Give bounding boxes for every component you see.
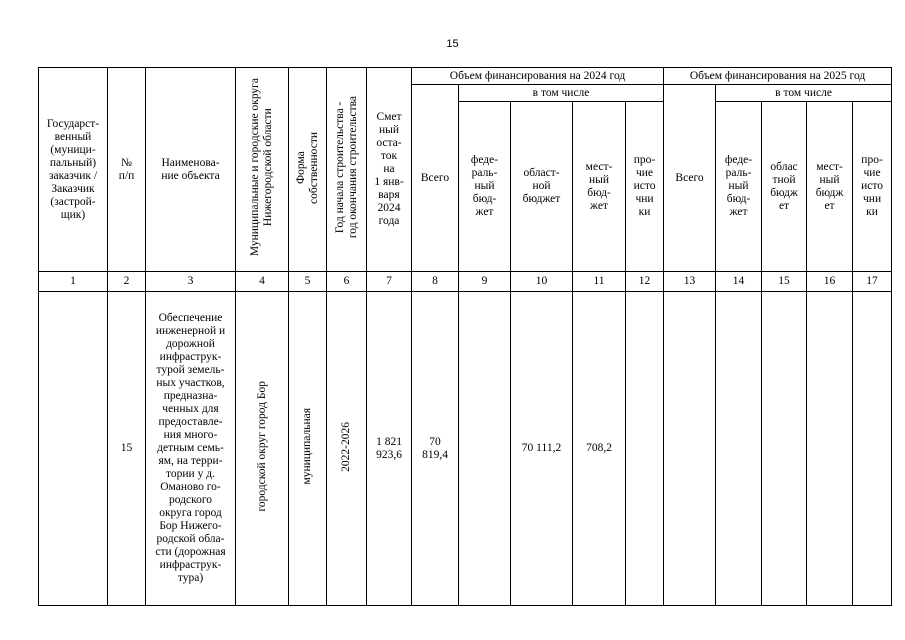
header-number: № п/п: [108, 68, 146, 272]
column-number: 11: [573, 272, 626, 292]
row-ownership: муниципальная: [289, 292, 327, 606]
header-including-2025: в том числе: [716, 85, 892, 102]
page-number: 15: [446, 38, 459, 50]
header-local-2024: мест- ный бюд- жет: [573, 102, 626, 272]
row-local-2024: 708,2: [573, 292, 626, 606]
row-municipality: городской округ город Бор: [236, 292, 289, 606]
row-total-2024: 70 819,4: [412, 292, 459, 606]
funding-table: [38, 67, 892, 606]
column-number: 6: [327, 272, 367, 292]
row-regional-2024: 70 111,2: [511, 292, 573, 606]
column-number: 4: [236, 272, 289, 292]
column-number: 5: [289, 272, 327, 292]
header-ownership: Форма собственности: [289, 68, 327, 272]
column-number: 14: [716, 272, 762, 292]
header-object-name: Наименова- ние объекта: [146, 68, 236, 272]
header-regional-2024: област- ной бюджет: [511, 102, 573, 272]
row-federal-2025: [716, 292, 762, 606]
column-number: 10: [511, 272, 573, 292]
row-other-2024: [626, 292, 664, 606]
header-including-2024: в том числе: [459, 85, 664, 102]
row-federal-2024: [459, 292, 511, 606]
header-customer: Государст- венный (муници- пальный) заказчик / Заказчик (застрой- щик): [39, 68, 108, 272]
column-number: 2: [108, 272, 146, 292]
row-object-name: Обеспечение инженерной и дорожной инфраструк- турой земель- ных участков, предназна- ченных для предоставле- ния много- детным семь- ям, на терри- тории у д. Оманово го- родского округа город Бор Нижего- родской обла- сти (дорожная инфраструк- тура): [146, 292, 236, 606]
header-federal-2025: феде- раль- ный бюд- жет: [716, 102, 762, 272]
row-local-2025: [807, 292, 853, 606]
column-number: 1: [39, 272, 108, 292]
column-number: 16: [807, 272, 853, 292]
header-local-2025: мест- ный бюдж ет: [807, 102, 853, 272]
header-estimated-balance: Смет ный оста- ток на 1 янв- варя 2024 года: [367, 68, 412, 272]
column-number: 17: [853, 272, 892, 292]
row-total-2025: [664, 292, 716, 606]
column-number: 8: [412, 272, 459, 292]
header-federal-2024: феде- раль- ный бюд- жет: [459, 102, 511, 272]
column-number: 13: [664, 272, 716, 292]
header-funding-2024: Объем финансирования на 2024 год: [412, 68, 664, 85]
column-number: 12: [626, 272, 664, 292]
header-years: Год начала строительства - год окончания строительства: [327, 68, 367, 272]
header-regional-2025: облас тной бюдж ет: [762, 102, 807, 272]
header-total-2024: Всего: [412, 85, 459, 272]
row-customer: [39, 292, 108, 606]
column-numbers-row: [39, 272, 892, 292]
header-other-2025: про- чие исто чни ки: [853, 102, 892, 272]
row-regional-2025: [762, 292, 807, 606]
row-other-2025: [853, 292, 892, 606]
column-number: 3: [146, 272, 236, 292]
table-row: [39, 292, 892, 606]
row-estimated-balance: 1 821 923,6: [367, 292, 412, 606]
header-municipality: Муниципальные и городские округа Нижегородской области: [236, 68, 289, 272]
header-other-2024: про- чие исто чни ки: [626, 102, 664, 272]
column-number: 15: [762, 272, 807, 292]
header-total-2025: Всего: [664, 85, 716, 272]
row-years: 2022-2026: [327, 292, 367, 606]
row-number: 15: [108, 292, 146, 606]
header-funding-2025: Объем финансирования на 2025 год: [664, 68, 892, 85]
column-number: 9: [459, 272, 511, 292]
column-number: 7: [367, 272, 412, 292]
